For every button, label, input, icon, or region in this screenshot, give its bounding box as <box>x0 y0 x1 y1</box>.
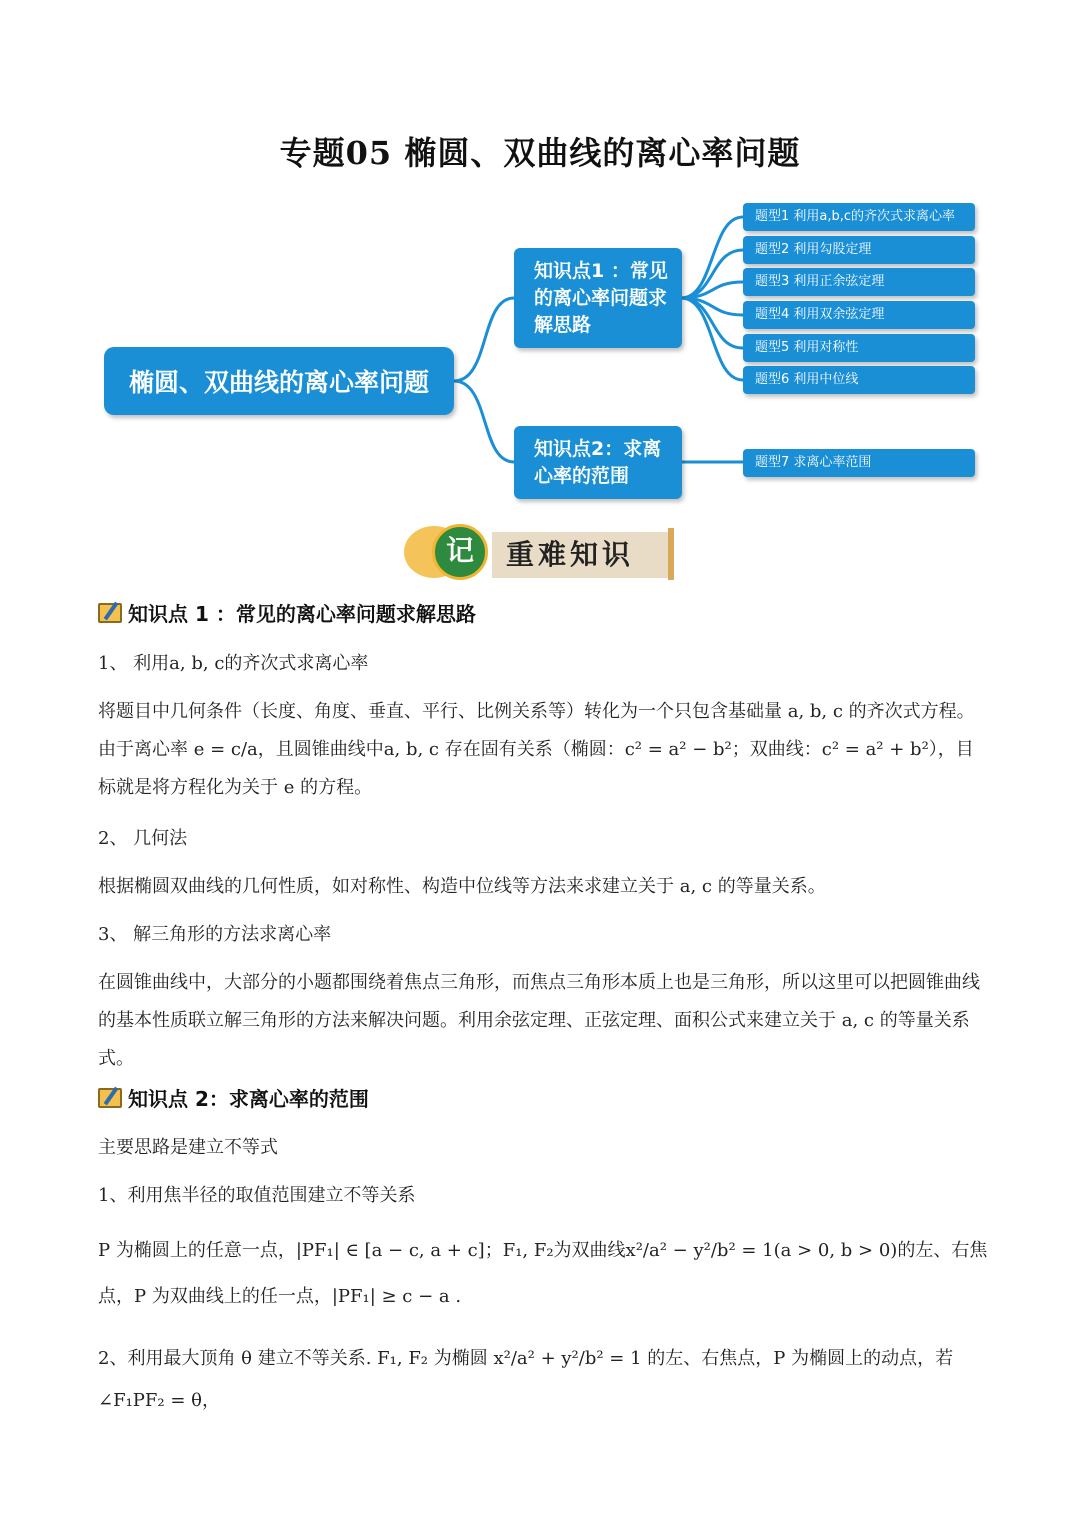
badge-label: 重难知识 <box>492 532 668 578</box>
key-knowledge-badge <box>404 522 674 584</box>
paragraph: 将题目中几何条件（长度、角度、垂直、平行、比例关系等）转化为一个只包含基础量 a, b, c 的齐次式方程。由于离心率 e = c/a，且圆锥曲线中a, b, c 存在固有关系（椭圆：c² = a² − b²；双曲线：c² = a² + b²），目标就是将方程化为关于 e 的方程。 <box>98 701 975 798</box>
section-heading-k1 <box>98 598 476 627</box>
mind-map-leaf: 题型5 利用对称性 <box>743 334 975 362</box>
paragraph: 主要思路是建立不等式 <box>98 1137 278 1158</box>
page-title: 专题05 椭圆、双曲线的离心率问题 <box>279 134 801 172</box>
subsection-title: 1、利用焦半径的取值范围建立不等关系 <box>98 1185 416 1206</box>
subsection-title: 2、 几何法 <box>98 828 188 849</box>
mind-map-knowledge-2: 知识点2：求离心率的范围 <box>514 426 682 499</box>
notebook-icon <box>98 603 122 623</box>
subsection-title: 1、 利用a, b, c的齐次式求离心率 <box>98 653 369 674</box>
mind-map-leaf: 题型4 利用双余弦定理 <box>743 301 975 329</box>
paragraph: P 为椭圆上的任意一点，|PF₁| ∈ [a − c, a + c]；F₁, F₂为双曲线x²/a² − y²/b² = 1(a > 0, b > 0)的左、右焦点，P 为双曲线上的任一点，|PF₁| ≥ c − a . <box>98 1240 988 1307</box>
paragraph: 2、利用最大顶角 θ 建立不等关系. F₁, F₂ 为椭圆 x²/a² + y²/b² = 1 的左、右焦点，P 为椭圆上的动点，若 ∠F₁PF₂ = θ， <box>98 1348 954 1411</box>
mind-map-root: 椭圆、双曲线的离心率问题 <box>104 347 454 415</box>
mind-map-leaf: 题型3 利用正余弦定理 <box>743 268 975 296</box>
section-heading-k2 <box>98 1083 369 1112</box>
mind-map-leaf: 题型2 利用勾股定理 <box>743 236 975 264</box>
mind-map-leaf: 题型7 求离心率范围 <box>743 449 975 477</box>
section-heading-text: 知识点 1 ：常见的离心率问题求解思路 <box>128 602 476 626</box>
mind-map-knowledge-1: 知识点1 ：常见的离心率问题求解思路 <box>514 248 682 348</box>
section-heading-text: 知识点 2：求离心率的范围 <box>128 1087 369 1111</box>
mind-map-leaf: 题型6 利用中位线 <box>743 366 975 394</box>
notebook-icon <box>98 1088 122 1108</box>
subsection-title: 3、 解三角形的方法求离心率 <box>98 924 332 945</box>
paragraph: 在圆锥曲线中，大部分的小题都围绕着焦点三角形，而焦点三角形本质上也是三角形，所以这里可以把圆锥曲线的基本性质联立解三角形的方法来解决问题。利用余弦定理、正弦定理、面积公式来建立关于 a, c 的等量关系式。 <box>98 972 980 1069</box>
paragraph: 根据椭圆双曲线的几何性质，如对称性、构造中位线等方法来求建立关于 a, c 的等量关系。 <box>98 876 826 897</box>
badge-bar-decoration <box>668 528 674 580</box>
note-icon: 记 <box>432 524 488 580</box>
mind-map-leaf: 题型1 利用a,b,c的齐次式求离心率 <box>743 203 975 231</box>
